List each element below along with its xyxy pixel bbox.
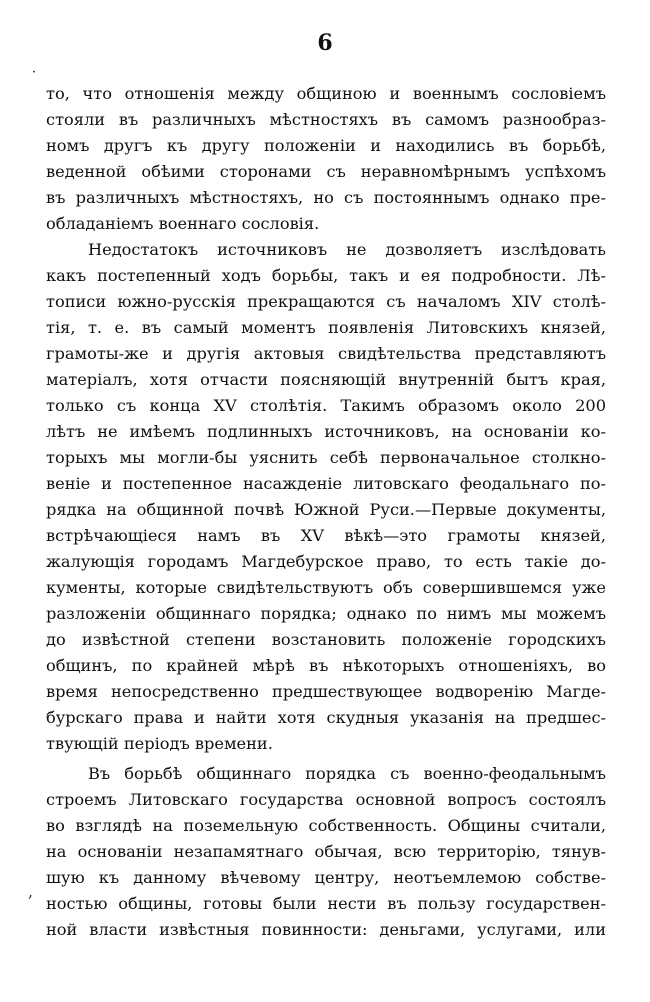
- text-line: въ различныхъ мѣстностяхъ, но съ постояннымъ однако пре-: [46, 188, 606, 207]
- text-line: Недостатокъ источниковъ не дозволяетъ изслѣдовать: [88, 240, 606, 259]
- text-line: то, что отношенія между общиною и военнымъ сословіемъ: [46, 84, 606, 103]
- text-line: бурскаго права и найти хотя скудныя указанія на предшес-: [46, 708, 606, 727]
- text-line: грамоты-же и другія актовыя свидѣтельства представляютъ: [46, 344, 606, 363]
- text-line: Въ борьбѣ общиннаго порядка съ военно-феодальнымъ: [88, 764, 606, 783]
- text-line: ностью общины, готовы были нести въ пользу государствен-: [46, 894, 606, 913]
- text-line: до извѣстной степени возстановить положеніе городскихъ: [46, 630, 606, 649]
- scan-speck: ˙: [30, 68, 38, 87]
- text-line: какъ постепенный ходъ борьбы, такъ и ея подробности. Лѣ-: [46, 266, 606, 285]
- page-number: 6: [317, 30, 333, 56]
- text-line: торыхъ мы могли-бы уяснить себѣ первоначальное столкно-: [46, 448, 606, 467]
- text-line: номъ другъ къ другу положеніи и находились въ борьбѣ,: [46, 136, 606, 155]
- text-line: лѣтъ не имѣемъ подлинныхъ источниковъ, на основаніи ко-: [46, 422, 606, 441]
- text-line: время непосредственно предшествующее водворенію Магде-: [46, 682, 606, 701]
- text-line: обладаніемъ военнаго сословія.: [46, 214, 320, 233]
- scan-speck: ,: [28, 882, 34, 901]
- text-line: жалующія городамъ Магдебурское право, то есть такіе до-: [46, 552, 606, 571]
- text-line: во взглядѣ на поземельную собственность. Общины считали,: [46, 816, 606, 835]
- text-line: рядка на общинной почвѣ Южной Руси.—Первые документы,: [46, 500, 606, 519]
- text-line: кументы, которые свидѣтельствуютъ объ совершившемся уже: [46, 578, 606, 597]
- text-line: только съ конца XV столѣтія. Такимъ образомъ около 200: [46, 396, 606, 415]
- text-line: веніе и постепенное насажденіе литовскаго феодальнаго по-: [46, 474, 606, 493]
- text-line: на основаніи незапамятнаго обычая, всю территорію, тянув-: [46, 842, 606, 861]
- text-line: разложеніи общиннаго порядка; однако по нимъ мы можемъ: [46, 604, 606, 623]
- text-line: ной власти извѣстныя повинности: деньгами, услугами, или: [46, 920, 606, 939]
- text-line: тія, т. е. въ самый моментъ появленія Литовскихъ князей,: [46, 318, 606, 337]
- text-line: стояли въ различныхъ мѣстностяхъ въ самомъ разнообраз-: [46, 110, 606, 129]
- text-line: строемъ Литовскаго государства основной вопросъ состоялъ: [46, 790, 606, 809]
- text-line: тописи южно-русскія прекращаются съ началомъ XIV столѣ-: [46, 292, 606, 311]
- text-line: твующій періодъ времени.: [46, 734, 273, 753]
- text-line: шую къ данному вѣчевому центру, неотъемлемою собстве-: [46, 868, 606, 887]
- text-line: веденной обѣими сторонами съ неравномѣрнымъ успѣхомъ: [46, 162, 606, 181]
- text-line: матеріалъ, хотя отчасти поясняющій внутренній бытъ края,: [46, 370, 606, 389]
- text-line: встрѣчающіеся намъ въ XV вѣкѣ—это грамоты князей,: [46, 526, 606, 545]
- text-line: общинъ, по крайней мѣрѣ въ нѣкоторыхъ отношеніяхъ, во: [46, 656, 606, 675]
